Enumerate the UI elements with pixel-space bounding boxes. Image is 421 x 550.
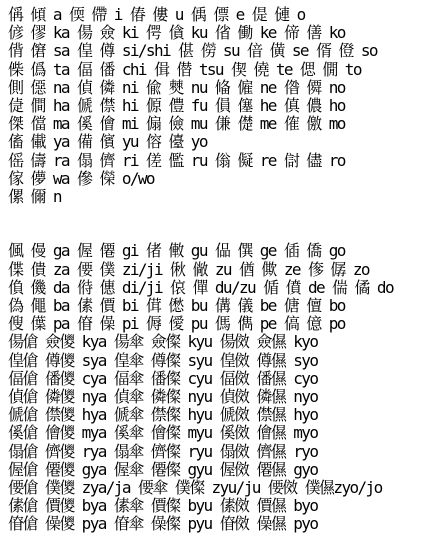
kana-row-n: 傫 儞 n	[8, 187, 61, 206]
basic-kana-block	[8, 6, 415, 206]
kana-row-pa: 傁 僷 pa 傄 僺 pi 傉 僾 pu 傌 儁 pe 傐 億 po	[8, 315, 345, 334]
kana-row-sya: 偟傖 僔儍 sya 偟傘 僔儏 syu 偟傚 僔儑 syo	[8, 351, 318, 370]
kana-row-gya: 偓傖 僊儍 gya 偓傘 僊儏 gyu 偓傚 僊儑 gyo	[8, 460, 318, 479]
kana-row-hya: 傂傖 僸儍 hya 傂傘 僸儏 hyu 傂傚 僸儑 hyo	[8, 406, 318, 425]
kana-row-wa: 傢 儚 wa 傪 儝 o/wo	[8, 169, 154, 188]
kana-row-bya: 傃傖 價儍 bya 傃傘 價儏 byu 傃傚 價儑 byo	[8, 497, 318, 516]
kana-row-sa: 偝 僒 sa 偟 僔 si/shi 偡 僗 su 偣 僙 se 偦 僜 so	[8, 42, 377, 61]
kana-row-cya: 偪傖 僠儍 cya 偪傘 僠儏 cyu 偪傚 僠儑 cyo	[8, 369, 318, 388]
kana-row-ta: 偨 僞 ta 偪 僠 chi 偮 僣 tsu 偰 僥 te 偲 僩 to	[8, 60, 361, 79]
kana-row-nya: 偵傖 僯儍 nya 偵傘 僯儏 nyu 偵傚 僯儑 nyo	[8, 387, 318, 406]
kana-row-ma: 傑 儅 ma 傒 儈 mi 傓 儉 mu 傔 儊 me 傕 儌 mo	[8, 115, 345, 134]
kana-row-ya: 傗 儎 ya 備 儐 yu 傛 儓 yo	[8, 133, 207, 152]
kana-row-ba: 偽 僶 ba 傃 價 bi 傇 僽 bu 傋 儀 be 傏 儃 bo	[8, 297, 345, 316]
kana-row-rya: 傝傖 儕儍 rya 傝傘 儕儏 ryu 傝傚 儕儑 ryo	[8, 442, 318, 461]
kana-row-za: 偞 僓 za 偠 僕 zi/ji 偢 僘 zu 偤 僛 ze 偧 僝 zo	[8, 260, 369, 279]
kana-row-ra: 傜 儔 ra 傝 儕 ri 傞 儖 ru 傟 儗 re 傠 儘 ro	[8, 151, 345, 170]
kana-row-a: 偁 傾 a 偄 僀 i 偆 僂 u 偊 僄 e 偍 僆 o	[8, 6, 305, 24]
kana-row-kya: 偒傖 僉儍 kya 偒傘 僉儏 kyu 偒傚 僉儑 kyo	[8, 333, 318, 352]
kana-row-ha: 偼 僴 ha 傂 僸 hi 傆 僼 fu 傊 僿 he 傎 儂 ho	[8, 96, 345, 115]
kana-row-pya: 傄傖 僺儍 pya 傄傘 僺儏 pyu 傄傚 僺儑 pyo	[8, 515, 318, 534]
kana-row-da: 偩 僟 da 偫 僡 di/ji 偯 僤 du/zu 偱 僨 de 偳 僪 do	[8, 278, 393, 297]
voiced-and-combined-kana-block	[8, 242, 415, 533]
kana-row-ga: 偑 僈 ga 偓 僊 gi 偖 僌 gu 偘 僎 ge 偛 僑 go	[8, 242, 345, 261]
kana-row-ka: 偐 僇 ka 偒 僉 ki 偔 僋 ku 偗 働 ke 偙 僐 ko	[8, 24, 345, 43]
kana-row-na: 側 僫 na 偵 僯 ni 偸 僰 nu 偹 僱 ne 偺 僲 no	[8, 78, 345, 97]
kana-row-zya: 偠傖 僕儍 zya/ja 偠傘 僕儏 zyu/ju 偠傚 僕儑zyo/jo	[8, 478, 382, 497]
kana-row-mya: 傒傖 儈儍 mya 傒傘 儈儏 myu 傒傚 儈儑 myo	[8, 424, 318, 443]
